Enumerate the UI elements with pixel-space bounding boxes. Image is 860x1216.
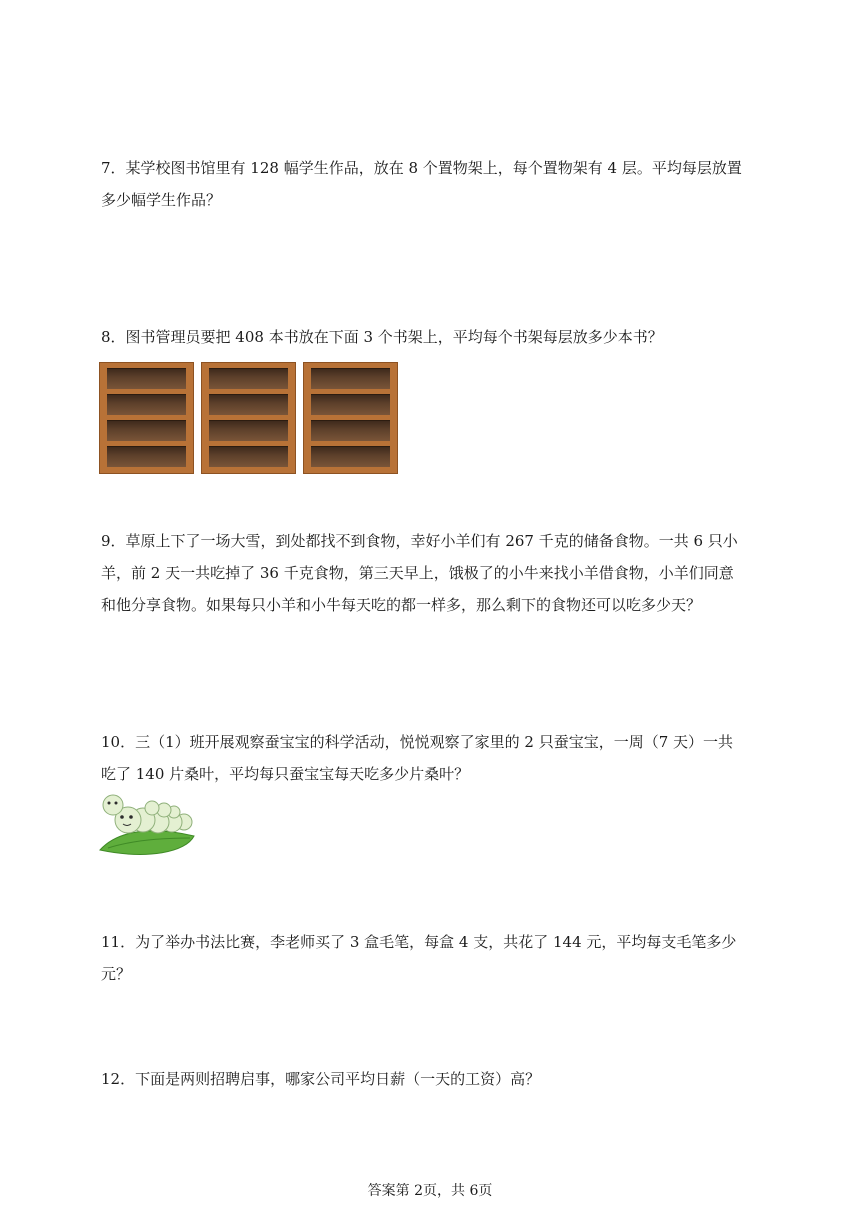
question-7-line-2: 多少幅学生作品？: [101, 191, 222, 209]
question-12-line-1: 12．下面是两则招聘启事，哪家公司平均日薪（一天的工资）高？: [101, 1070, 541, 1088]
page-footer: 答案第 2页，共 6页: [367, 1183, 493, 1199]
question-9-line-2: 羊，前 2 天一共吃掉了 36 千克食物，第三天早上，饿极了的小牛来找小羊借食物，小羊们同意: [101, 564, 734, 582]
silkworm-image: [98, 790, 198, 858]
question-11-line-1: 11．为了举办书法比赛，李老师买了 3 盒毛笔，每盒 4 支，共花了 144 元，平均每支毛笔多少元？: [101, 933, 737, 983]
question-10: [101, 726, 762, 790]
question-9-line-3: 和他分享食物。如果每只小羊和小牛每天吃的都一样多，那么剩下的食物还可以吃多少天？: [101, 596, 702, 614]
question-11: [101, 926, 762, 990]
bookshelf-1: [99, 362, 194, 474]
bookshelves-image: [99, 362, 399, 474]
question-10-line-2: 吃了 140 片桑叶，平均每只蚕宝宝每天吃多少片桑叶？: [101, 765, 470, 783]
question-12: [101, 1063, 762, 1095]
bookshelf-3: [303, 362, 398, 474]
question-8: [101, 321, 762, 353]
question-9: [101, 525, 762, 621]
question-7-line-1: 7．某学校图书馆里有 128 幅学生作品，放在 8 个置物架上，每个置物架有 4 层。平均每层放置: [101, 159, 742, 177]
question-9-line-1: 9．草原上下了一场大雪，到处都找不到食物，幸好小羊们有 267 千克的储备食物。一共 6 只小: [101, 532, 738, 550]
question-10-line-1: 10．三（1）班开展观察蚕宝宝的科学活动，悦悦观察了家里的 2 只蚕宝宝，一周（7 天）一共: [101, 733, 734, 751]
question-7: [101, 152, 762, 216]
question-8-line-1: 8．图书管理员要把 408 本书放在下面 3 个书架上，平均每个书架每层放多少本书？: [101, 328, 663, 346]
bookshelf-2: [201, 362, 296, 474]
